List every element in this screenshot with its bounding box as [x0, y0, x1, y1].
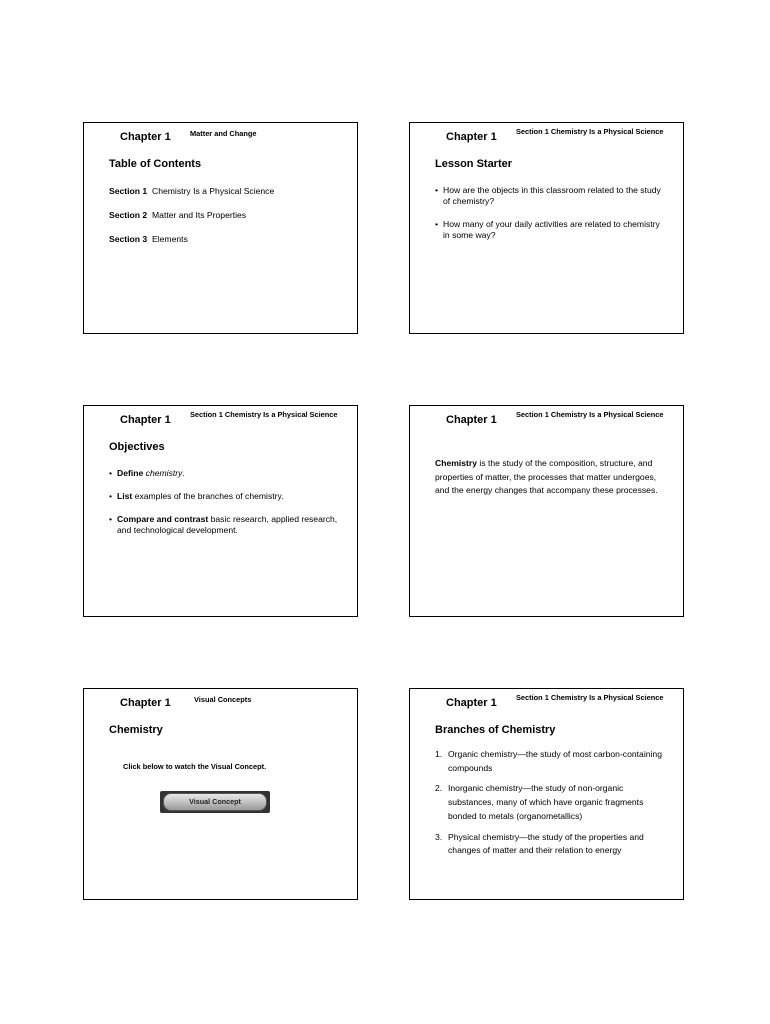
slide-section-header: Section 1 Chemistry Is a Physical Science — [516, 693, 664, 702]
objective-text: basic research, applied research, and technological development. — [117, 514, 338, 535]
objective-verb: List — [117, 491, 133, 501]
objectives-list — [109, 468, 339, 548]
toc-item-label: Section 3 — [109, 234, 148, 244]
branch-number: 3. — [435, 831, 443, 842]
branch-item — [435, 831, 670, 858]
bullet-item: • How are the objects in this classroom related to the study of chemistry? — [435, 185, 665, 207]
slide-section-header: Matter and Change — [190, 129, 257, 138]
objective-text: examples of the branches of chemistry. — [132, 491, 284, 501]
toc-item-label: Section 1 — [109, 186, 148, 196]
objective-verb: Compare and contrast — [117, 514, 209, 524]
toc-item[interactable] — [109, 234, 274, 244]
slide-branches-of-chemistry — [409, 688, 684, 900]
slide-visual-concepts — [83, 688, 358, 900]
branch-number: 2. — [435, 783, 443, 794]
branches-list — [435, 748, 670, 865]
slide-chemistry-definition — [409, 405, 684, 617]
visual-concept-button-label: Visual Concept — [163, 793, 267, 811]
toc-item-text: Matter and Its Properties — [152, 210, 247, 220]
objective-item — [109, 514, 339, 536]
toc-list — [109, 186, 274, 258]
branch-item — [435, 748, 670, 775]
slide-objectives — [83, 405, 358, 617]
definition-text: is the study of the composition, structure, and properties of matter, the processes that matter undergoes, and the energy changes that accompany these processes. — [435, 458, 658, 496]
objective-item — [109, 468, 339, 479]
slide-lesson-starter — [409, 122, 684, 334]
slide-title: Table of Contents — [109, 158, 202, 170]
definition-paragraph — [435, 457, 670, 498]
slide-chapter-label: Chapter 1 — [120, 131, 171, 143]
branch-item — [435, 782, 670, 823]
visual-concept-button[interactable] — [160, 791, 270, 813]
toc-item[interactable] — [109, 186, 274, 196]
slide-section-header: Section 1 Chemistry Is a Physical Science — [190, 410, 338, 419]
slide-title: Objectives — [109, 441, 165, 453]
objective-verb: Define — [117, 468, 144, 478]
branch-text: Physical chemistry—the study of the properties and changes of matter and their relation to energy — [448, 831, 644, 856]
slide-section-header: Section 1 Chemistry Is a Physical Science — [516, 410, 664, 419]
slide-title: Branches of Chemistry — [435, 724, 556, 736]
branch-text: Inorganic chemistry—the study of non-organic substances, many of which have organic fragments bonded to metals (organometallics) — [448, 783, 644, 821]
definition-term: Chemistry — [435, 458, 478, 468]
slide-title: Lesson Starter — [435, 158, 513, 170]
slide-title: Chemistry — [109, 724, 163, 736]
toc-item-label: Section 2 — [109, 210, 148, 220]
slide-section-header: Visual Concepts — [194, 695, 252, 704]
slide-section-header: Section 1 Chemistry Is a Physical Science — [516, 127, 664, 136]
slide-chapter-label: Chapter 1 — [446, 414, 497, 426]
branch-number: 1. — [435, 749, 443, 759]
toc-item-text: Elements — [152, 234, 188, 244]
toc-item-text: Chemistry Is a Physical Science — [152, 186, 275, 196]
slide-chapter-label: Chapter 1 — [120, 414, 171, 426]
slide-chapter-label: Chapter 1 — [120, 697, 171, 709]
slide-table-of-contents — [83, 122, 358, 334]
bullet-list — [435, 185, 665, 253]
slide-chapter-label: Chapter 1 — [446, 697, 497, 709]
objective-text: . — [182, 468, 185, 478]
click-instruction: Click below to watch the Visual Concept. — [123, 762, 267, 771]
toc-item[interactable] — [109, 210, 274, 220]
branch-text: Organic chemistry—the study of most carbon-containing compounds — [448, 749, 662, 773]
objective-item — [109, 491, 339, 502]
objective-term: chemistry — [143, 468, 183, 478]
slide-chapter-label: Chapter 1 — [446, 131, 497, 143]
bullet-item: • How many of your daily activities are related to chemistry in some way? — [435, 219, 665, 241]
